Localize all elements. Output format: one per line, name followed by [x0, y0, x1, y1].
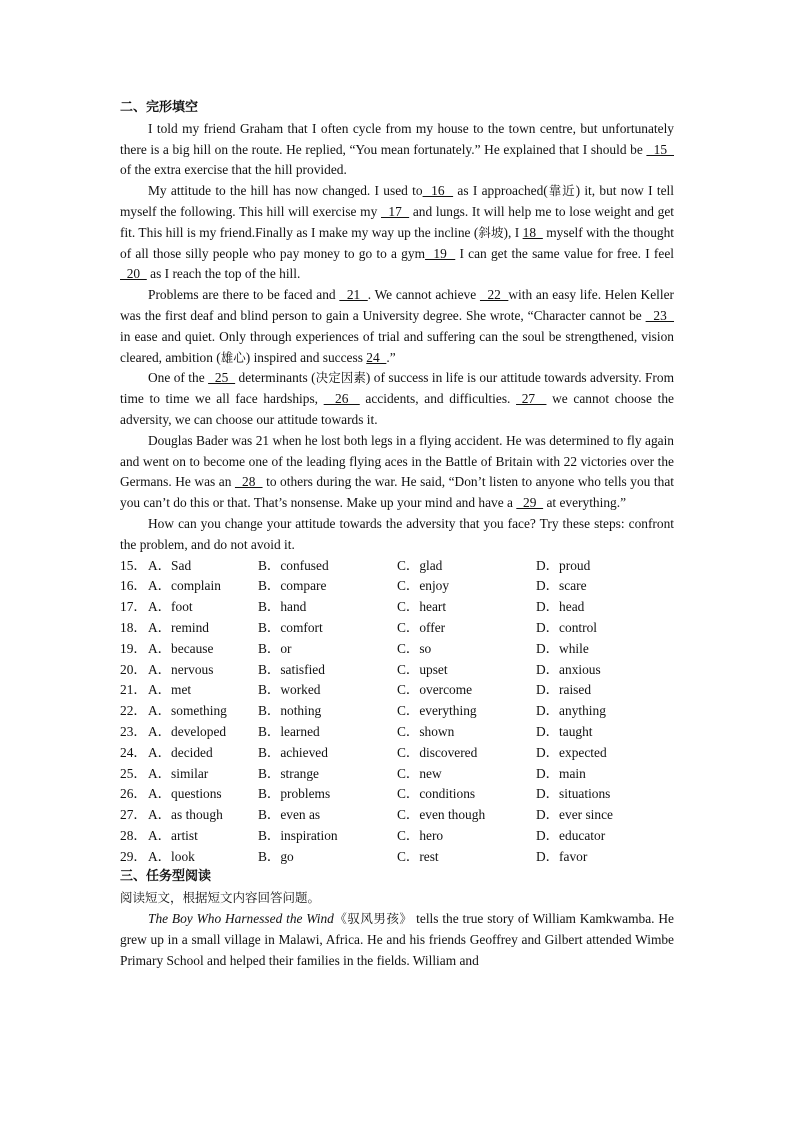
option-c: C．glad — [397, 557, 443, 573]
chinese-gloss: 《驭风男孩》 — [333, 911, 413, 927]
answer-blank: 27 — [516, 391, 547, 407]
option-c: C．new — [397, 765, 442, 781]
option-d: D．anything — [536, 703, 606, 719]
question-number: 28． — [120, 827, 147, 843]
answer-blank: 15 — [646, 141, 674, 157]
question-number: 17． — [120, 599, 147, 615]
option-d: D．raised — [536, 682, 592, 698]
option-a: A．artist — [148, 827, 198, 843]
cloze-paragraph — [120, 368, 674, 430]
passage-text: tells the true story of William Kamkwamba. He grew up in a small village in Malawi, Africa. He and his friends Geoffrey and Gilbert attended Wimbe Primary School and helped their families in the fields. William and — [120, 911, 674, 968]
option-c: C．hero — [397, 827, 444, 843]
passage-text: determinants ( — [235, 370, 316, 386]
reading-instructions: 阅读短文，根据短文内容回答问题。 — [120, 890, 321, 906]
question-number: 18． — [120, 619, 147, 635]
option-a: A．nervous — [148, 661, 214, 677]
chinese-gloss: 斜坡 — [478, 224, 504, 240]
option-b: B．nothing — [258, 703, 322, 719]
passage-text: at everything.” — [543, 495, 627, 511]
option-a: A．as though — [148, 807, 223, 823]
option-c: C．everything — [397, 703, 477, 719]
option-d: D．expected — [536, 744, 607, 760]
passage-text: My attitude to the hill has now changed. I used to — [148, 183, 423, 199]
question-number: 16． — [120, 578, 147, 594]
question-number: 25． — [120, 765, 147, 781]
passage-text: of the extra exercise that the hill provided. — [120, 162, 347, 178]
question-number: 23． — [120, 723, 147, 739]
option-a: A．questions — [148, 786, 222, 802]
option-b: B．learned — [258, 723, 320, 739]
option-row — [120, 680, 674, 701]
option-row — [120, 784, 674, 805]
option-b: B．achieved — [258, 744, 328, 760]
option-a: A．look — [148, 848, 195, 864]
option-d: D．while — [536, 640, 589, 656]
option-d: D．anxious — [536, 661, 601, 677]
passage-text: ) of success in life is our attitude towards adversity. From time to time we all face hardships, — [120, 370, 675, 407]
option-c: C．discovered — [397, 744, 478, 760]
option-a: A．complain — [148, 578, 221, 594]
option-d: D．proud — [536, 557, 591, 573]
option-a: A．similar — [148, 765, 209, 781]
option-d: D．control — [536, 619, 597, 635]
worksheet-page — [120, 98, 674, 971]
option-b: B．inspiration — [258, 827, 338, 843]
chinese-gloss: 靠近 — [547, 183, 576, 199]
passage-text: myself with the thought of all those silly people who pay money to go to a gym — [120, 224, 674, 261]
option-a: A．something — [148, 703, 227, 719]
passage-text: and lungs. It will help me to lose weight and get fit. This hill is my friend.Finally as I make my way up the incline ( — [120, 203, 674, 240]
option-row — [120, 847, 674, 868]
question-number: 24． — [120, 744, 147, 760]
answer-blank: 28 — [234, 474, 263, 490]
option-d: D．situations — [536, 786, 611, 802]
section-heading-cloze: 二、完形填空 — [120, 100, 199, 115]
option-a: A．because — [148, 640, 214, 656]
option-b: B．compare — [258, 578, 327, 594]
passage-text: in ease and quiet. Only through experiences of trial and suffering can the soul be strengthened, vision cleared, ambition ( — [120, 328, 674, 365]
passage-text: Problems are there to be faced and — [148, 287, 340, 303]
passage-text: How can you change your attitude towards the adversity that you face? Try these steps: confront the problem, and do not avoid it. — [120, 515, 674, 552]
cloze-paragraph — [120, 181, 674, 285]
answer-blank: 20 — [120, 266, 147, 282]
cloze-paragraph — [120, 285, 674, 368]
passage-text: ), I — [503, 224, 523, 240]
passage-text: ) it, but now I tell myself the following. This hill will exercise my — [120, 183, 674, 219]
chinese-gloss: 雄心 — [220, 349, 246, 365]
answer-blank: 22 — [479, 287, 509, 303]
passage-text: One of the — [148, 370, 209, 386]
reading-paragraph — [120, 909, 674, 971]
answer-blank: 16 — [422, 183, 454, 199]
option-row — [120, 764, 674, 785]
question-number: 19． — [120, 640, 147, 656]
passage-text: as I reach the top of the hill. — [146, 266, 301, 282]
option-c: C．upset — [397, 661, 448, 677]
passage-text: .” — [386, 349, 396, 365]
answer-blank: 21 — [339, 287, 368, 303]
option-a: A．developed — [148, 723, 227, 739]
option-d: D．main — [536, 765, 586, 781]
cloze-paragraph — [120, 514, 674, 556]
book-title: The Boy Who Harnessed the Wind — [148, 911, 334, 927]
question-number: 15． — [120, 557, 147, 573]
option-row — [120, 556, 674, 577]
option-row — [120, 743, 674, 764]
passage-text: I told my friend Graham that I often cycle from my house to the town centre, but unfortunately there is a big hill on the route. He replied, “You mean fortunately.” He explained that I should be — [120, 120, 674, 157]
question-number: 29． — [120, 848, 147, 864]
option-row — [120, 826, 674, 847]
option-c: C．rest — [397, 848, 439, 864]
option-b: B．even as — [258, 807, 321, 823]
answer-blank: 25 — [208, 370, 236, 386]
question-number: 20． — [120, 661, 147, 677]
cloze-passage — [120, 119, 674, 556]
question-number: 26． — [120, 786, 147, 802]
option-b: B．or — [258, 640, 292, 656]
answer-blank: 17 — [380, 203, 410, 219]
option-d: D．taught — [536, 723, 593, 739]
option-b: B．hand — [258, 599, 307, 615]
option-c: C．enjoy — [397, 578, 450, 594]
option-row — [120, 618, 674, 639]
answer-blank: 18 — [522, 224, 543, 240]
option-d: D．head — [536, 599, 585, 615]
option-c: C．conditions — [397, 786, 476, 802]
passage-text: . We cannot achieve — [367, 287, 480, 303]
option-d: D．ever since — [536, 807, 613, 823]
passage-text: as I approached( — [453, 183, 548, 199]
option-row — [120, 701, 674, 722]
option-b: B．worked — [258, 682, 321, 698]
option-d: D．favor — [536, 848, 588, 864]
option-c: C．overcome — [397, 682, 473, 698]
option-row — [120, 805, 674, 826]
passage-text: accidents, and difficulties. — [359, 391, 517, 407]
option-a: A．decided — [148, 744, 213, 760]
passage-text: to others during the war. He said, “Don’t listen to anyone who tells you that you can’t do this or that. That’s nonsense. Make up your mind and have a — [120, 474, 675, 511]
cloze-paragraph — [120, 119, 674, 181]
option-c: C．so — [397, 640, 432, 656]
option-b: B．go — [258, 848, 294, 864]
question-number: 21． — [120, 682, 147, 698]
option-row — [120, 722, 674, 743]
option-d: D．scare — [536, 578, 587, 594]
option-a: A．remind — [148, 619, 209, 635]
option-row — [120, 597, 674, 618]
passage-text: Douglas Bader was 21 when he lost both legs in a flying accident. He was determined to fly again and went on to become one of the leading flying aces in the Battle of Britain with 22 victories over the Germans. He was an — [120, 432, 674, 490]
option-a: A．foot — [148, 599, 193, 615]
option-a: A．Sad — [148, 557, 192, 573]
answer-blank: 24 — [366, 349, 387, 365]
option-b: B．comfort — [258, 619, 323, 635]
option-c: C．offer — [397, 619, 446, 635]
option-b: B．confused — [258, 557, 329, 573]
passage-text: with an easy life. Helen Keller was the first deaf and blind person to gain a University degree. She wrote, “Character cannot be — [120, 287, 674, 323]
passage-text: I can get the same value for free. I feel — [455, 245, 674, 261]
section-heading-reading: 三、任务型阅读 — [120, 869, 212, 885]
option-row — [120, 660, 674, 681]
option-row — [120, 639, 674, 660]
option-b: B．problems — [258, 786, 331, 802]
cloze-paragraph — [120, 431, 674, 514]
options-list — [120, 556, 674, 868]
answer-blank: 29 — [516, 495, 544, 511]
chinese-gloss: 决定因素 — [315, 370, 366, 386]
answer-blank: 26 — [323, 391, 360, 407]
option-c: C．heart — [397, 599, 447, 615]
option-a: A．met — [148, 682, 192, 698]
option-b: B．satisfied — [258, 661, 325, 677]
option-row — [120, 576, 674, 597]
passage-text: we cannot choose the adversity, we can choose our attitude towards it. — [120, 391, 674, 427]
option-b: B．strange — [258, 765, 319, 781]
answer-blank: 23 — [645, 307, 675, 323]
option-c: C．even though — [397, 807, 486, 823]
option-d: D．educator — [536, 827, 606, 843]
answer-blank: 19 — [424, 245, 456, 261]
question-number: 22． — [120, 703, 147, 719]
passage-text: ) inspired and success — [245, 349, 367, 365]
option-c: C．shown — [397, 723, 455, 739]
question-number: 27． — [120, 807, 147, 823]
